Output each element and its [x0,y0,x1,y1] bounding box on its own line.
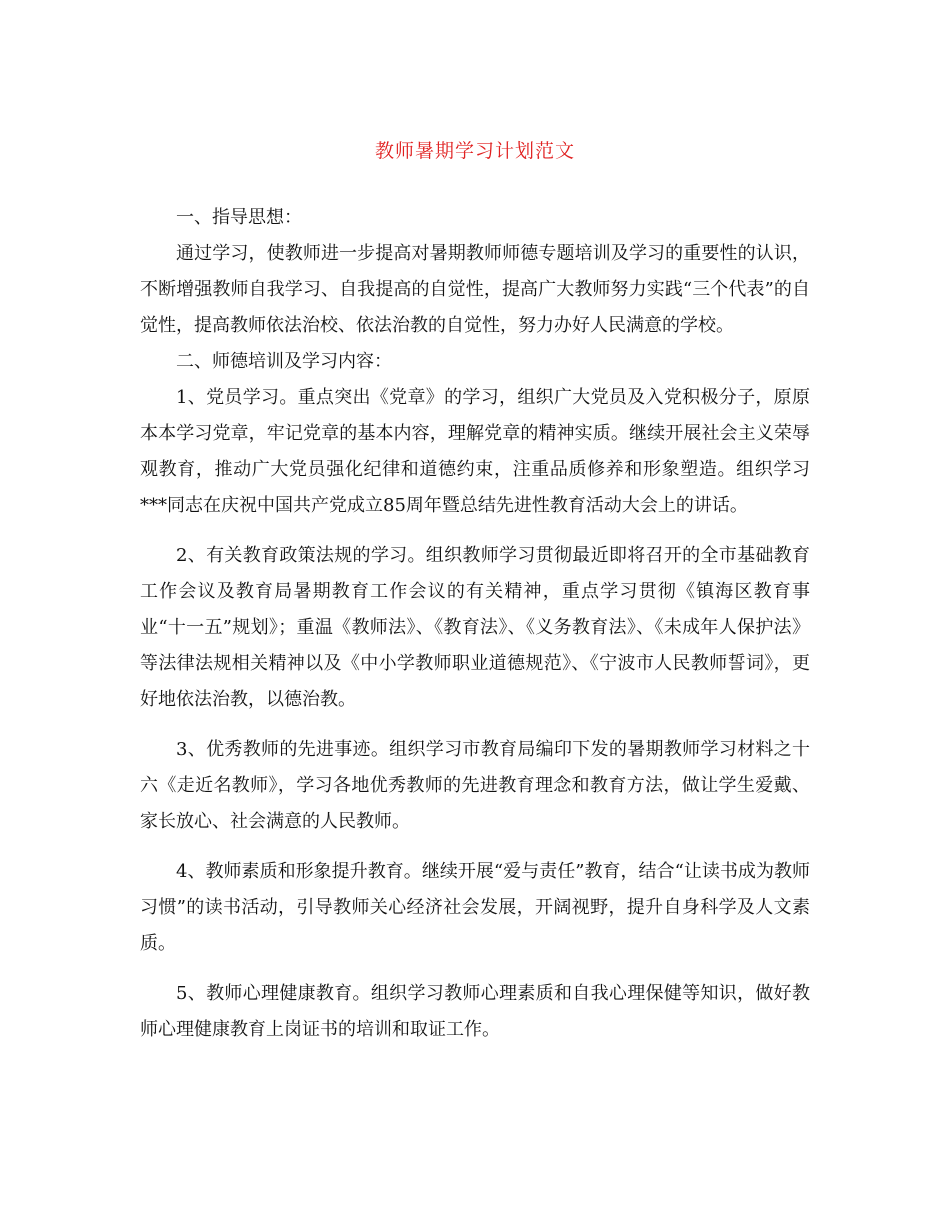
list-item-mental-health: 5、教师心理健康教育。组织学习教师心理素质和自我心理保健等知识，做好教师心理健康教育上岗证书的培训和取证工作。 [140,983,810,1040]
list-item-party-member-study: 1、党员学习。重点突出《党章》的学习，组织广大党员及入党积极分子，原原本本学习党章，牢记党章的基本内容，理解党章的精神实质。继续开展社会主义荣辱观教育，推动广大党员强化纪律和道德约束，注重品质修养和形象塑造。组织学习***同志在庆祝中国共产党成立85周年暨总结先进性教育活动大会上的讲话。 [140,387,810,516]
paragraph-guiding-ideology: 通过学习，使教师进一步提高对暑期教师师德专题培训及学习的重要性的认识，不断增强教师自我学习、自我提高的自觉性，提高广大教师努力实践“三个代表”的自觉性，提高教师依法治校、依法治教的自觉性，努力办好人民满意的学校。 [140,243,810,336]
list-item-excellent-teachers: 3、优秀教师的先进事迹。组织学习市教育局编印下发的暑期教师学习材料之十六《走近名教师》，学习各地优秀教师的先进教育理念和教育方法，做让学生爱戴、家长放心、社会满意的人民教师。 [140,739,810,832]
document-title: 教师暑期学习计划范文 [374,140,575,162]
list-item-policy-law-study: 2、有关教育政策法规的学习。组织教师学习贯彻最近即将召开的全市基础教育工作会议及教育局暑期教育工作会议的有关精神，重点学习贯彻《镇海区教育事业“十一五”规划》；重温《教师法》、《教育法》、《义务教育法》、《未成年人保护法》等法律法规相关精神以及《中小学教师职业道德规范》、《宁波市人民教师誓词》，更好地依法治教，以德治教。 [140,545,810,710]
section-heading-guiding-ideology: 一、指导思想： [176,207,302,228]
list-item-quality-image: 4、教师素质和形象提升教育。继续开展“爱与责任”教育，结合“让读书成为教师习惯”的读书活动，引导教师关心经济社会发展，开阔视野，提升自身科学及人文素质。 [140,861,810,954]
section-heading-training-content: 二、师德培训及学习内容： [176,351,392,372]
document-body [140,200,810,1048]
